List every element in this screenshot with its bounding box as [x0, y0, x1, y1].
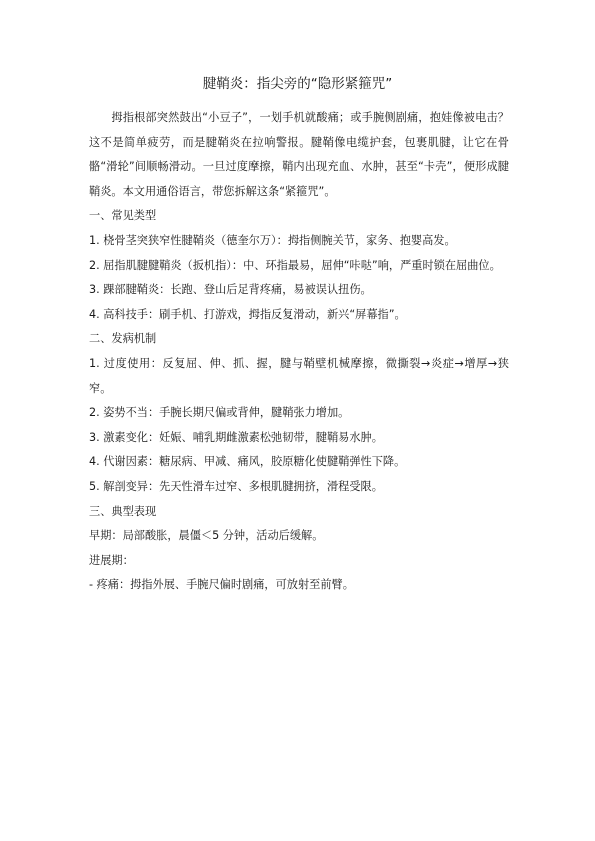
symptom-line: 进展期：: [89, 553, 134, 567]
document-body: [89, 106, 509, 598]
symptom-line: - 疼痛：拇指外展、手腕尺偏时剧痛，可放射至前臂。: [89, 578, 354, 592]
document-title: 腱鞘炎：指尖旁的“隐形紧箍咒”: [202, 76, 393, 92]
list-item: 4. 代谢因素：糖尿病、甲减、痛风，胶原糖化使腱鞘弹性下降。: [89, 455, 406, 469]
intro-paragraph: 拇指根部突然鼓出“小豆子”，一划手机就酸痛；或手腕侧剧痛，抱娃像被电击？这不是简单疲劳，而是腱鞘炎在拉响警报。腱鞘像电缆护套，包裹肌腱，让它在骨骼“滑轮”间顺畅滑动。一旦过度摩擦，鞘内出现充血、水肿，甚至“卡壳”，便形成腱鞘炎。本文用通俗语言，带您拆解这条“紧箍咒”。: [89, 111, 509, 198]
list-item: 1. 桡骨茎突狭窄性腱鞘炎（德奎尔万）：拇指侧腕关节，家务、抱婴高发。: [89, 233, 456, 247]
list-item: 3. 激素变化：妊娠、哺乳期雌激素松弛韧带，腱鞘易水肿。: [89, 430, 383, 444]
section-heading-symptoms: 三、典型表现: [89, 504, 157, 518]
section-heading-mechanism: 二、发病机制: [89, 332, 157, 346]
symptom-line: 早期：局部酸胀，晨僵＜5 分钟，活动后缓解。: [89, 529, 324, 543]
section-heading-types: 一、常见类型: [89, 209, 157, 223]
list-item: 5. 解剖变异：先天性滑车过窄、多根肌腱拥挤，滑程受限。: [89, 479, 383, 493]
list-item: 3. 踝部腱鞘炎：长跑、登山后足背疼痛，易被误认扭伤。: [89, 283, 372, 297]
list-item: 4. 高科技手：刷手机、打游戏，拇指反复滑动，新兴“屏幕指”。: [89, 307, 406, 321]
list-item: 2. 屈指肌腱腱鞘炎（扳机指）：中、环指最易，屈伸“咔哒”响，严重时锁在屈曲位。: [89, 258, 501, 272]
list-item: 1. 过度使用：反复屈、伸、抓、握，腱与鞘壁机械摩擦，微撕裂→炎症→增厚→狭窄。: [89, 356, 509, 395]
list-item: 2. 姿势不当：手腕长期尺偏或背伸，腱鞘张力增加。: [89, 406, 350, 420]
